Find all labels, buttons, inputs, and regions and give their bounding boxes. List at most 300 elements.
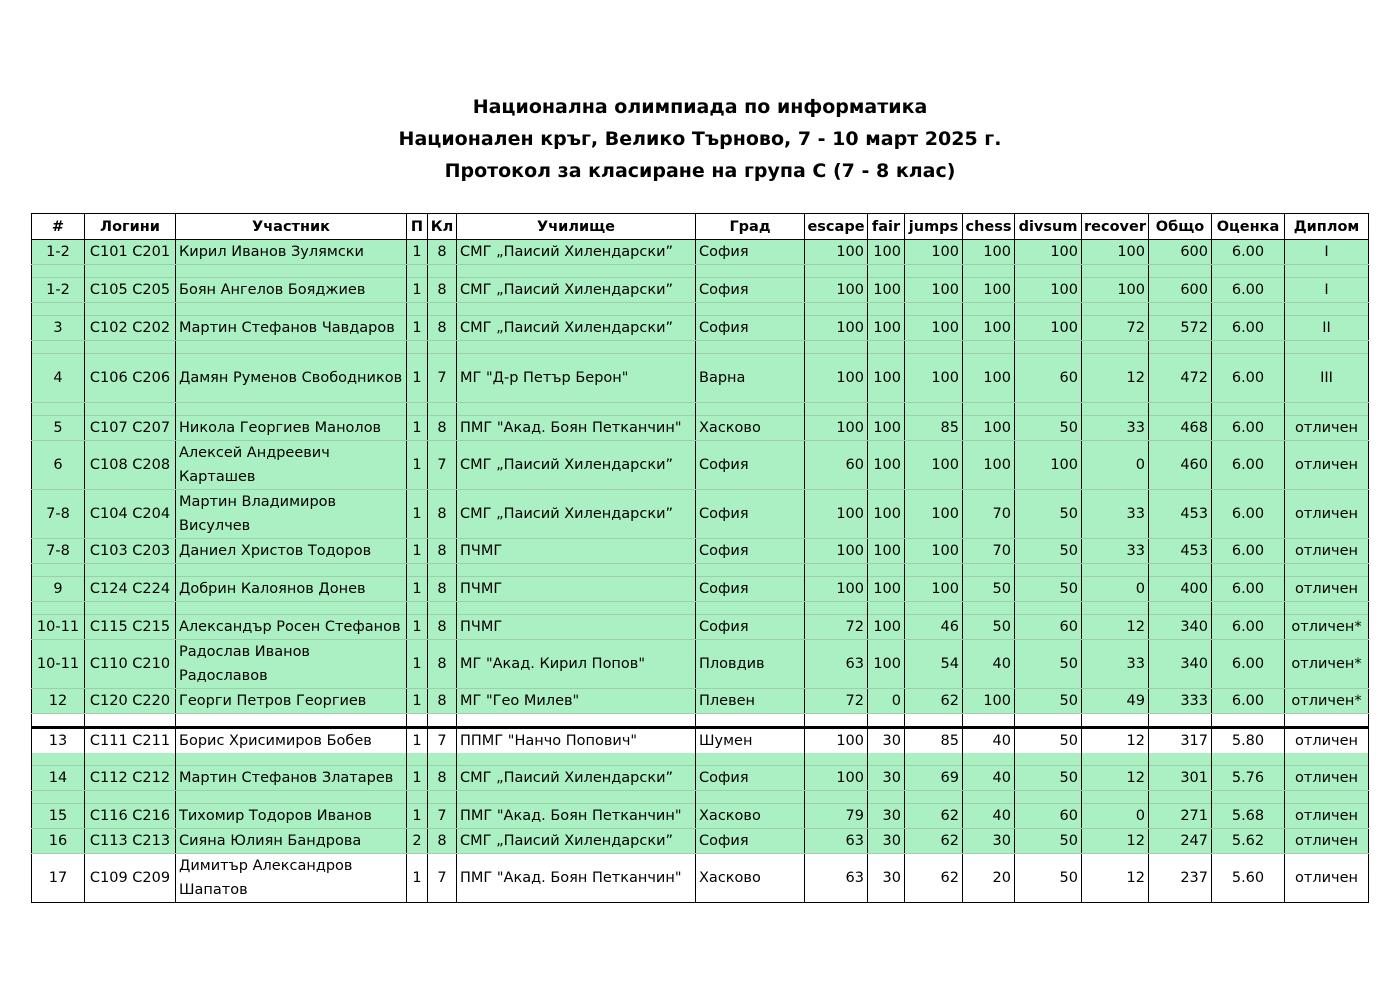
- spacer-cell: [428, 753, 457, 766]
- cell-logins: C104 C204: [85, 490, 176, 539]
- cell-logins: C112 C212: [85, 766, 176, 791]
- cell-school: СМГ „Паисий Хилендарски”: [457, 316, 696, 341]
- spacer-cell: [1149, 303, 1212, 316]
- spacer-cell: [1149, 341, 1212, 354]
- cell-diploma: отличен: [1285, 804, 1369, 829]
- cell-p: 1: [407, 689, 428, 714]
- cell-grade: 6.00: [1212, 278, 1285, 303]
- spacer-cell: [85, 403, 176, 416]
- table-row: [32, 615, 1369, 640]
- cell-participant: Тихомир Тодоров Иванов: [176, 804, 407, 829]
- spacer-cell: [32, 341, 85, 354]
- cell-fair: 100: [868, 640, 905, 689]
- spacer-cell: [905, 753, 963, 766]
- spacer-cell: [868, 753, 905, 766]
- cell-class: 7: [428, 854, 457, 903]
- table-body: [32, 240, 1369, 903]
- spacer-cell: [905, 791, 963, 804]
- cell-total: 572: [1149, 316, 1212, 341]
- cell-school: МГ "Гео Милев": [457, 689, 696, 714]
- cell-participant: Алексей Андреевич Карташев: [176, 441, 407, 490]
- spacer-cell: [1285, 303, 1369, 316]
- cell-school: СМГ „Паисий Хилендарски”: [457, 829, 696, 854]
- spacer-cell: [805, 403, 868, 416]
- cell-diploma: отличен*: [1285, 689, 1369, 714]
- header-p: П: [407, 214, 428, 240]
- spacer-cell: [1015, 403, 1082, 416]
- spacer-cell: [176, 303, 407, 316]
- table-row: [32, 804, 1369, 829]
- spacer-cell: [457, 403, 696, 416]
- cell-recover: 12: [1082, 766, 1149, 791]
- spacer-cell: [457, 753, 696, 766]
- cell-total: 600: [1149, 240, 1212, 265]
- cell-logins: C116 C216: [85, 804, 176, 829]
- cell-jumps: 100: [905, 316, 963, 341]
- cell-fair: 100: [868, 416, 905, 441]
- spacer-cell: [805, 564, 868, 577]
- cell-jumps: 62: [905, 804, 963, 829]
- cell-chess: 40: [963, 804, 1015, 829]
- cell-logins: C110 C210: [85, 640, 176, 689]
- cell-school: МГ "Д-р Петър Берон": [457, 354, 696, 403]
- cell-p: 1: [407, 490, 428, 539]
- spacer-cell: [85, 714, 176, 728]
- cell-logins: C108 C208: [85, 441, 176, 490]
- title-line-1: Национална олимпиада по информатика: [472, 96, 928, 118]
- spacer-cell: [868, 564, 905, 577]
- cell-escape: 63: [805, 854, 868, 903]
- spacer-cell: [963, 403, 1015, 416]
- cell-total: 317: [1149, 728, 1212, 754]
- cell-chess: 100: [963, 441, 1015, 490]
- cell-divsum: 60: [1015, 354, 1082, 403]
- table-row: [32, 441, 1369, 490]
- cell-chess: 50: [963, 577, 1015, 602]
- header-city: Град: [696, 214, 805, 240]
- cell-place: 17: [32, 854, 85, 903]
- spacer-cell: [457, 341, 696, 354]
- cell-fair: 100: [868, 278, 905, 303]
- spacer-cell: [457, 602, 696, 615]
- table-row: [32, 854, 1369, 903]
- cell-recover: 12: [1082, 354, 1149, 403]
- spacer-cell: [868, 714, 905, 728]
- cell-chess: 30: [963, 829, 1015, 854]
- cell-chess: 100: [963, 416, 1015, 441]
- header-school: Училище: [457, 214, 696, 240]
- cell-jumps: 62: [905, 689, 963, 714]
- cell-place: 14: [32, 766, 85, 791]
- cell-recover: 12: [1082, 615, 1149, 640]
- header-class: Кл: [428, 214, 457, 240]
- cell-fair: 100: [868, 615, 905, 640]
- cell-escape: 60: [805, 441, 868, 490]
- cell-divsum: 50: [1015, 689, 1082, 714]
- table-row: [32, 640, 1369, 689]
- header-fair: fair: [868, 214, 905, 240]
- cell-grade: 6.00: [1212, 441, 1285, 490]
- spacer-cell: [407, 753, 428, 766]
- cell-jumps: 100: [905, 278, 963, 303]
- cell-recover: 0: [1082, 441, 1149, 490]
- cell-total: 301: [1149, 766, 1212, 791]
- cell-diploma: отличен: [1285, 441, 1369, 490]
- spacer-cell: [457, 714, 696, 728]
- cell-total: 472: [1149, 354, 1212, 403]
- cell-logins: C109 C209: [85, 854, 176, 903]
- spacer-cell: [1149, 265, 1212, 278]
- cell-class: 8: [428, 278, 457, 303]
- spacer-cell: [1082, 265, 1149, 278]
- cell-class: 8: [428, 490, 457, 539]
- cell-class: 7: [428, 441, 457, 490]
- cell-divsum: 50: [1015, 766, 1082, 791]
- cell-grade: 6.00: [1212, 615, 1285, 640]
- table-row: [32, 829, 1369, 854]
- cell-city: София: [696, 278, 805, 303]
- cell-divsum: 50: [1015, 416, 1082, 441]
- spacer-cell: [1015, 303, 1082, 316]
- spacer-cell: [85, 753, 176, 766]
- cell-escape: 63: [805, 829, 868, 854]
- cell-school: ПМГ "Акад. Боян Петканчин": [457, 854, 696, 903]
- cell-divsum: 50: [1015, 490, 1082, 539]
- cell-recover: 12: [1082, 854, 1149, 903]
- cell-chess: 100: [963, 354, 1015, 403]
- spacer-cell: [176, 341, 407, 354]
- cell-divsum: 100: [1015, 240, 1082, 265]
- cell-jumps: 62: [905, 854, 963, 903]
- spacer-cell: [407, 303, 428, 316]
- header-divsum: divsum: [1015, 214, 1082, 240]
- spacer-cell: [32, 714, 85, 728]
- spacer-cell: [32, 602, 85, 615]
- cell-logins: C115 C215: [85, 615, 176, 640]
- cell-escape: 100: [805, 416, 868, 441]
- cell-chess: 40: [963, 728, 1015, 754]
- spacer-cell: [1015, 341, 1082, 354]
- cell-fair: 30: [868, 854, 905, 903]
- cell-recover: 0: [1082, 577, 1149, 602]
- table-row: [32, 728, 1369, 754]
- cell-diploma: I: [1285, 278, 1369, 303]
- spacer-cell: [407, 564, 428, 577]
- cell-class: 8: [428, 577, 457, 602]
- table-row: [32, 689, 1369, 714]
- cell-jumps: 100: [905, 354, 963, 403]
- cell-logins: C103 C203: [85, 539, 176, 564]
- cell-diploma: отличен: [1285, 539, 1369, 564]
- spacer-cell: [457, 564, 696, 577]
- cell-logins: C101 C201: [85, 240, 176, 265]
- cell-divsum: 100: [1015, 316, 1082, 341]
- cell-fair: 100: [868, 240, 905, 265]
- cell-chess: 100: [963, 316, 1015, 341]
- cell-chess: 70: [963, 539, 1015, 564]
- cell-grade: 5.68: [1212, 804, 1285, 829]
- cell-grade: 5.80: [1212, 728, 1285, 754]
- cell-total: 340: [1149, 640, 1212, 689]
- spacer-cell: [1015, 714, 1082, 728]
- spacer-cell: [85, 265, 176, 278]
- table-row: [32, 416, 1369, 441]
- spacer-cell: [1212, 714, 1285, 728]
- cell-participant: Георги Петров Георгиев: [176, 689, 407, 714]
- spacer-cell: [1082, 403, 1149, 416]
- spacer-cell: [457, 791, 696, 804]
- cell-place: 6: [32, 441, 85, 490]
- spacer-cell: [963, 564, 1015, 577]
- spacer-cell: [32, 303, 85, 316]
- cell-school: СМГ „Паисий Хилендарски”: [457, 490, 696, 539]
- spacer-cell: [1149, 602, 1212, 615]
- spacer-cell: [1082, 564, 1149, 577]
- spacer-cell: [805, 714, 868, 728]
- cell-escape: 72: [805, 689, 868, 714]
- spacer-cell: [805, 265, 868, 278]
- cell-fair: 30: [868, 728, 905, 754]
- cell-total: 460: [1149, 441, 1212, 490]
- cell-school: ПМГ "Акад. Боян Петканчин": [457, 416, 696, 441]
- row-spacer: [32, 265, 1369, 278]
- cell-divsum: 50: [1015, 728, 1082, 754]
- spacer-cell: [176, 265, 407, 278]
- cell-divsum: 50: [1015, 854, 1082, 903]
- cell-grade: 6.00: [1212, 490, 1285, 539]
- spacer-cell: [1212, 753, 1285, 766]
- cell-p: 1: [407, 354, 428, 403]
- spacer-cell: [428, 602, 457, 615]
- cell-city: София: [696, 490, 805, 539]
- cell-divsum: 50: [1015, 577, 1082, 602]
- spacer-cell: [1285, 265, 1369, 278]
- cell-p: 1: [407, 441, 428, 490]
- cell-p: 1: [407, 416, 428, 441]
- cell-chess: 20: [963, 854, 1015, 903]
- cell-p: 1: [407, 316, 428, 341]
- spacer-cell: [407, 602, 428, 615]
- cell-escape: 100: [805, 766, 868, 791]
- cell-diploma: отличен*: [1285, 640, 1369, 689]
- spacer-cell: [32, 564, 85, 577]
- spacer-cell: [176, 753, 407, 766]
- spacer-cell: [176, 602, 407, 615]
- cell-p: 1: [407, 854, 428, 903]
- spacer-cell: [868, 403, 905, 416]
- cell-total: 468: [1149, 416, 1212, 441]
- cell-participant: Александър Росен Стефанов: [176, 615, 407, 640]
- cell-city: София: [696, 615, 805, 640]
- cell-recover: 12: [1082, 728, 1149, 754]
- cell-city: Хасково: [696, 416, 805, 441]
- cell-escape: 100: [805, 728, 868, 754]
- cell-place: 5: [32, 416, 85, 441]
- cell-city: Пловдив: [696, 640, 805, 689]
- cell-school: СМГ „Паисий Хилендарски”: [457, 240, 696, 265]
- spacer-cell: [85, 564, 176, 577]
- cell-fair: 30: [868, 829, 905, 854]
- spacer-cell: [32, 265, 85, 278]
- cell-fair: 100: [868, 577, 905, 602]
- spacer-cell: [1285, 341, 1369, 354]
- spacer-cell: [428, 303, 457, 316]
- spacer-cell: [963, 602, 1015, 615]
- cell-recover: 33: [1082, 416, 1149, 441]
- spacer-cell: [1149, 714, 1212, 728]
- cell-city: София: [696, 316, 805, 341]
- cell-grade: 6.00: [1212, 240, 1285, 265]
- cell-place: 10-11: [32, 640, 85, 689]
- cell-logins: C113 C213: [85, 829, 176, 854]
- spacer-cell: [1212, 403, 1285, 416]
- cell-participant: Боян Ангелов Бояджиев: [176, 278, 407, 303]
- cell-city: София: [696, 240, 805, 265]
- cell-grade: 6.00: [1212, 689, 1285, 714]
- spacer-cell: [1149, 564, 1212, 577]
- ranking-table: [31, 213, 1369, 903]
- cell-participant: Мартин Стефанов Златарев: [176, 766, 407, 791]
- cell-school: ПЧМГ: [457, 539, 696, 564]
- cell-school: СМГ „Паисий Хилендарски”: [457, 278, 696, 303]
- row-spacer: [32, 303, 1369, 316]
- cell-divsum: 60: [1015, 804, 1082, 829]
- spacer-cell: [1082, 791, 1149, 804]
- cell-total: 453: [1149, 539, 1212, 564]
- cell-divsum: 100: [1015, 278, 1082, 303]
- spacer-cell: [1285, 602, 1369, 615]
- header-participant: Участник: [176, 214, 407, 240]
- cell-school: ПМГ "Акад. Боян Петканчин": [457, 804, 696, 829]
- cell-recover: 12: [1082, 829, 1149, 854]
- cell-place: 1-2: [32, 278, 85, 303]
- document-header: [0, 91, 1400, 187]
- table-row: [32, 240, 1369, 265]
- cell-total: 247: [1149, 829, 1212, 854]
- cell-fair: 100: [868, 316, 905, 341]
- spacer-cell: [1212, 303, 1285, 316]
- cell-jumps: 54: [905, 640, 963, 689]
- spacer-cell: [1149, 753, 1212, 766]
- spacer-cell: [805, 753, 868, 766]
- cell-city: София: [696, 766, 805, 791]
- spacer-cell: [407, 265, 428, 278]
- spacer-cell: [696, 265, 805, 278]
- spacer-cell: [963, 791, 1015, 804]
- cell-escape: 100: [805, 539, 868, 564]
- spacer-cell: [905, 265, 963, 278]
- cell-diploma: отличен: [1285, 829, 1369, 854]
- spacer-cell: [407, 714, 428, 728]
- header-diploma: Диплом: [1285, 214, 1369, 240]
- cell-place: 13: [32, 728, 85, 754]
- spacer-cell: [428, 564, 457, 577]
- spacer-cell: [176, 403, 407, 416]
- cell-total: 271: [1149, 804, 1212, 829]
- cell-chess: 100: [963, 689, 1015, 714]
- cell-city: Хасково: [696, 804, 805, 829]
- cell-fair: 100: [868, 539, 905, 564]
- cell-grade: 6.00: [1212, 640, 1285, 689]
- cell-grade: 6.00: [1212, 354, 1285, 403]
- spacer-cell: [696, 341, 805, 354]
- spacer-cell: [1285, 714, 1369, 728]
- cell-p: 1: [407, 728, 428, 754]
- spacer-cell: [1015, 602, 1082, 615]
- spacer-cell: [1149, 791, 1212, 804]
- cell-divsum: 60: [1015, 615, 1082, 640]
- row-spacer: [32, 403, 1369, 416]
- cell-logins: C102 C202: [85, 316, 176, 341]
- cell-class: 8: [428, 829, 457, 854]
- cell-city: Варна: [696, 354, 805, 403]
- spacer-cell: [1212, 265, 1285, 278]
- row-spacer: [32, 753, 1369, 766]
- header-logins: Логини: [85, 214, 176, 240]
- spacer-cell: [428, 341, 457, 354]
- spacer-cell: [428, 714, 457, 728]
- cell-logins: C106 C206: [85, 354, 176, 403]
- cell-jumps: 100: [905, 490, 963, 539]
- cell-city: София: [696, 829, 805, 854]
- cell-p: 1: [407, 804, 428, 829]
- cell-p: 1: [407, 577, 428, 602]
- cell-escape: 79: [805, 804, 868, 829]
- cell-participant: Никола Георгиев Манолов: [176, 416, 407, 441]
- cell-place: 9: [32, 577, 85, 602]
- cell-chess: 100: [963, 278, 1015, 303]
- spacer-cell: [1082, 602, 1149, 615]
- cell-city: София: [696, 539, 805, 564]
- spacer-cell: [32, 791, 85, 804]
- cell-p: 2: [407, 829, 428, 854]
- table-row: [32, 766, 1369, 791]
- row-spacer: [32, 714, 1369, 728]
- cell-grade: 6.00: [1212, 416, 1285, 441]
- cell-recover: 33: [1082, 490, 1149, 539]
- spacer-cell: [696, 714, 805, 728]
- spacer-cell: [905, 714, 963, 728]
- spacer-cell: [85, 341, 176, 354]
- spacer-cell: [868, 341, 905, 354]
- spacer-cell: [85, 303, 176, 316]
- row-spacer: [32, 564, 1369, 577]
- cell-participant: Димитър Александров Шапатов: [176, 854, 407, 903]
- cell-school: ПЧМГ: [457, 615, 696, 640]
- cell-recover: 0: [1082, 804, 1149, 829]
- spacer-cell: [905, 303, 963, 316]
- spacer-cell: [1082, 753, 1149, 766]
- cell-grade: 6.00: [1212, 577, 1285, 602]
- spacer-cell: [696, 403, 805, 416]
- header-jumps: jumps: [905, 214, 963, 240]
- cell-recover: 49: [1082, 689, 1149, 714]
- cell-city: Хасково: [696, 854, 805, 903]
- cell-diploma: III: [1285, 354, 1369, 403]
- table-row: [32, 354, 1369, 403]
- spacer-cell: [696, 303, 805, 316]
- cell-chess: 70: [963, 490, 1015, 539]
- title-line-2: Национален кръг, Велико Търново, 7 - 10 март 2025 г.: [398, 128, 1002, 150]
- cell-school: ППМГ "Нанчо Попович": [457, 728, 696, 754]
- cell-class: 8: [428, 615, 457, 640]
- cell-participant: Радослав Иванов Радославов: [176, 640, 407, 689]
- cell-class: 8: [428, 766, 457, 791]
- spacer-cell: [1285, 564, 1369, 577]
- cell-participant: Мартин Владимиров Висулчев: [176, 490, 407, 539]
- cell-chess: 50: [963, 615, 1015, 640]
- spacer-cell: [176, 564, 407, 577]
